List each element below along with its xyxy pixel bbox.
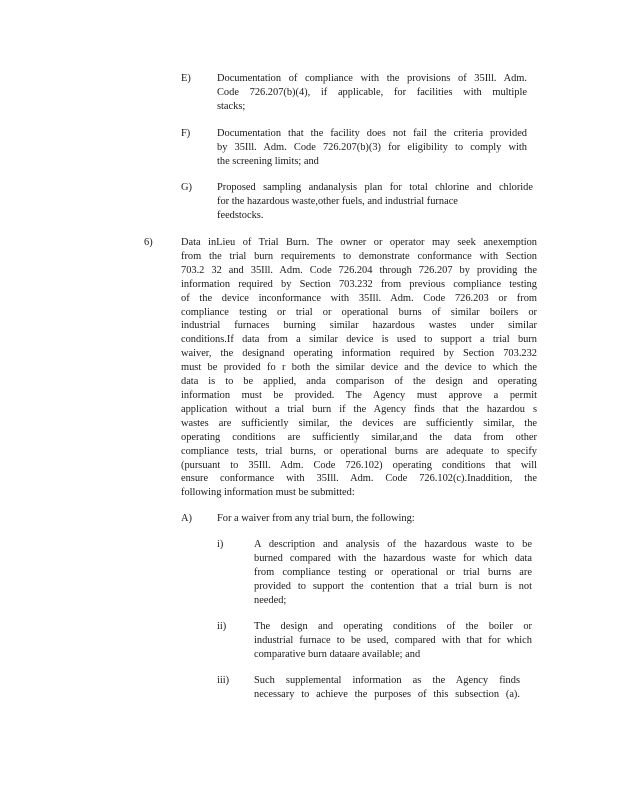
item-a-text — [217, 512, 477, 526]
text-line: Documentation that the facility does not fail the criteria provided — [217, 128, 527, 139]
item-label-6: 6) — [144, 237, 153, 248]
text-line: data is to be applied, anda comparison of the design and operating — [181, 376, 537, 388]
text-line: Documentation of compliance with the provisions of 35Ill. Adm. — [217, 73, 527, 84]
text-line: Data inLieu of Trial Burn. The owner or operator may seek anexemption — [181, 237, 537, 248]
text-line: compliance testing or trial or operational burns of similar boilers or — [181, 306, 537, 318]
item-g-text — [217, 181, 533, 223]
text-line: comparative burn dataare available; and — [254, 648, 421, 660]
text-line: Proposed sampling andanalysis plan for total chlorine and chloride — [217, 182, 533, 193]
text-line: of the device inconformance with 35Ill. Adm. Code 726.203 or from — [181, 292, 537, 304]
text-line: Code 726.207(b)(4), if applicable, for facilities with multiple — [217, 86, 527, 98]
text-line: stacks; — [217, 100, 246, 112]
text-line: by 35Ill. Adm. Code 726.207(b)(3) for eligibility to comply with — [217, 141, 527, 153]
text-line: (pursuant to 35Ill. Adm. Code 726.102) operating conditions that will — [181, 459, 537, 471]
item-label-g: G) — [181, 182, 192, 193]
text-line: waiver, the designand operating information required by Section 703.232 — [181, 348, 537, 360]
text-line: conditions.If data from a similar device is used to support a trial burn — [181, 334, 537, 346]
item-e-text — [217, 72, 527, 114]
text-line: information must be provided. The Agency must approve a permit — [181, 389, 537, 401]
text-line: For a waiver from any trial burn, the following: — [217, 513, 415, 524]
text-line: Such supplemental information as the Agency finds — [254, 675, 520, 686]
text-line: from compliance testing or operational or trial burns are — [254, 566, 532, 578]
item-label-f: F) — [181, 128, 191, 139]
item-label-i: i) — [217, 539, 224, 550]
text-line: burned compared with the hazardous waste for which data — [254, 552, 532, 564]
text-line: industrial furnaces burning similar hazardous wastes under similar — [181, 320, 537, 332]
item-ii-text — [254, 620, 532, 662]
text-line: necessary to achieve the purposes of this subsection (a). — [254, 688, 520, 700]
text-line: information required by Section 703.232 from previous compliance testing — [181, 278, 537, 290]
text-line: feedstocks. — [217, 209, 264, 221]
item-f-text — [217, 127, 527, 169]
text-line: for the hazardous waste,other fuels, and industrial furnace — [217, 195, 458, 207]
text-line: the screening limits; and — [217, 155, 319, 167]
text-line: provided to support the contention that a trial burn is not — [254, 580, 532, 592]
item-label-a: A) — [181, 513, 192, 524]
text-line: must be provided fo r both the similar device and the device to which the — [181, 362, 537, 374]
text-line: operating conditions are sufficiently similar,and the data from other — [181, 431, 537, 443]
item-label-e: E) — [181, 73, 191, 84]
item-iii-text — [254, 674, 520, 702]
text-line: application without a trial burn if the Agency finds that the hazardou s — [181, 403, 537, 415]
text-line: 703.2 32 and 35Ill. Adm. Code 726.204 through 726.207 by providing the — [181, 264, 537, 276]
text-line: wastes are sufficiently similar, the devices are sufficiently similar, the — [181, 417, 537, 429]
item-label-ii: ii) — [217, 621, 227, 632]
item-i-text — [254, 538, 532, 608]
text-line: from the trial burn requirements to demonstrate conformance with Section — [181, 250, 537, 262]
text-line: The design and operating conditions of the boiler or — [254, 621, 532, 632]
text-line: industrial furnace to be used, compared with that for which — [254, 634, 532, 646]
item-6-text — [181, 236, 537, 500]
text-line: compliance tests, trial burns, or operational burns are adequate to specify — [181, 445, 537, 457]
text-line: A description and analysis of the hazardous waste to be — [254, 539, 532, 550]
text-line: following information must be submitted: — [181, 487, 355, 499]
text-line: ensure conformance with 35Ill. Adm. Code 726.102(c).Inaddition, the — [181, 473, 537, 485]
text-line: needed; — [254, 594, 287, 606]
item-label-iii: iii) — [217, 675, 230, 686]
